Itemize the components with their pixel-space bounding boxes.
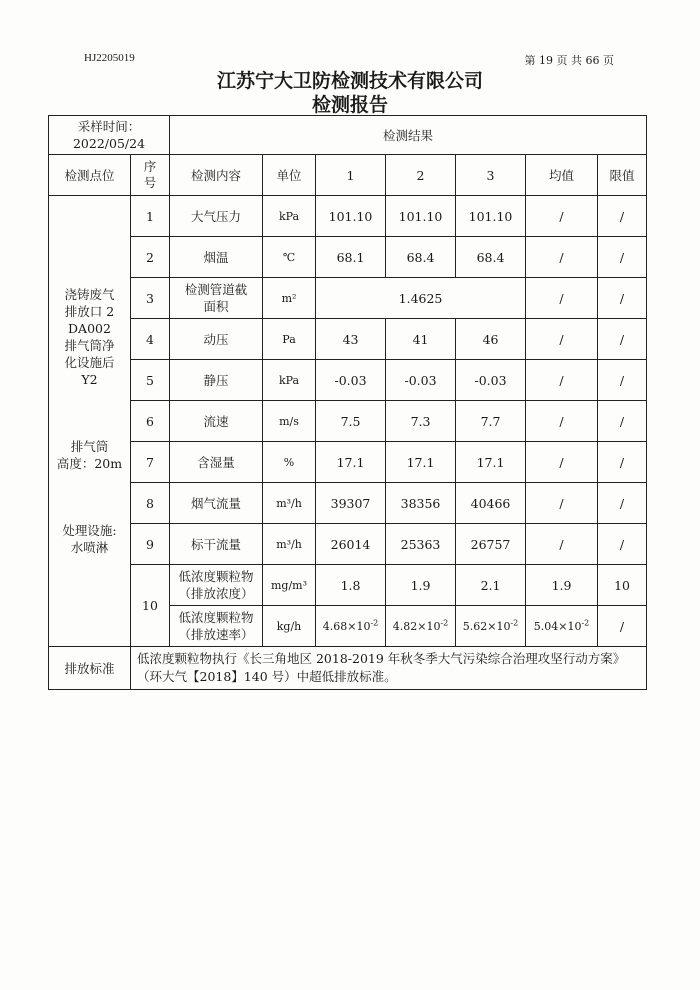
row-unit: m³/h	[263, 483, 316, 524]
row-v3: 7.7	[456, 401, 526, 442]
row-v2: -0.03	[386, 360, 456, 401]
row-avg: /	[526, 524, 598, 565]
row-limit: /	[598, 401, 647, 442]
row-limit: /	[598, 442, 647, 483]
row-avg: /	[526, 278, 598, 319]
row-item: 含湿量	[170, 442, 263, 483]
row-item: 流速	[170, 401, 263, 442]
row-unit: kPa	[263, 360, 316, 401]
row-v2: 68.4	[386, 237, 456, 278]
row-limit: /	[598, 360, 647, 401]
col-1: 1	[316, 155, 386, 196]
row-no: 6	[131, 401, 170, 442]
row-limit: /	[598, 196, 647, 237]
row-unit: %	[263, 442, 316, 483]
result-header: 检测结果	[170, 116, 647, 155]
row-v2: $4.82\times 10^{-2}$	[386, 606, 456, 647]
row-v1: 7.5	[316, 401, 386, 442]
row-unit: m/s	[263, 401, 316, 442]
row-v3: 40466	[456, 483, 526, 524]
row-unit: kPa	[263, 196, 316, 237]
row-limit: /	[598, 278, 647, 319]
row-item: 动压	[170, 319, 263, 360]
row-v1: 1.8	[316, 565, 386, 606]
row-no: 8	[131, 483, 170, 524]
sampling-point-cell: 浇铸废气 排放口 2 DA002 排气筒净 化设施后 Y2 排气筒 高度：20m 处理设施: 水喷淋	[49, 196, 131, 647]
standard-text: 低浓度颗粒物执行《长三角地区 2018-2019 年秋冬季大气污染综合治理攻坚行动方案》（环大气【2018】140 号）中超低排放标准。	[131, 647, 647, 690]
sample-time-label: 采样时间：	[77, 119, 141, 134]
row-item: 烟温	[170, 237, 263, 278]
row-item: 检测管道截面积	[170, 278, 263, 319]
row-v2: 7.3	[386, 401, 456, 442]
standard-label: 排放标准	[49, 647, 131, 690]
col-no: 序号	[131, 155, 170, 196]
row-v3: 68.4	[456, 237, 526, 278]
report-title: 检测报告	[311, 94, 388, 116]
results-table	[48, 115, 647, 690]
row-no: 5	[131, 360, 170, 401]
row-limit: /	[598, 237, 647, 278]
row-v1: -0.03	[316, 360, 386, 401]
row-unit: mg/m³	[263, 565, 316, 606]
page-number: 第 19 页 共 66 页	[524, 54, 614, 67]
row-avg: /	[526, 196, 598, 237]
row-unit: Pa	[263, 319, 316, 360]
row-v2: 25363	[386, 524, 456, 565]
row-limit: /	[598, 524, 647, 565]
col-limit: 限值	[598, 155, 647, 196]
row-unit: ℃	[263, 237, 316, 278]
sample-time-cell	[49, 116, 170, 155]
row-no: 7	[131, 442, 170, 483]
row-no: 10	[131, 565, 170, 647]
row-limit: /	[598, 483, 647, 524]
row-avg: /	[526, 442, 598, 483]
col-item: 检测内容	[170, 155, 263, 196]
col-3: 3	[456, 155, 526, 196]
row-unit: m²	[263, 278, 316, 319]
company-name: 江苏宁大卫防检测技术有限公司	[216, 70, 483, 92]
row-v1: $4.68\times 10^{-2}$	[316, 606, 386, 647]
row-item: 标干流量	[170, 524, 263, 565]
row-v3: 2.1	[456, 565, 526, 606]
row-limit: 10	[598, 565, 647, 606]
row-v2: 101.10	[386, 196, 456, 237]
col-unit: 单位	[263, 155, 316, 196]
row-v3: 26757	[456, 524, 526, 565]
row-avg: /	[526, 401, 598, 442]
col-avg: 均值	[526, 155, 598, 196]
row-avg: 1.9	[526, 565, 598, 606]
row-unit: kg/h	[263, 606, 316, 647]
row-v1: 17.1	[316, 442, 386, 483]
row-item: 大气压力	[170, 196, 263, 237]
row-no: 1	[131, 196, 170, 237]
row-item: 烟气流量	[170, 483, 263, 524]
row-limit: /	[598, 319, 647, 360]
row-v3: 17.1	[456, 442, 526, 483]
row-v3: 46	[456, 319, 526, 360]
row-limit: /	[598, 606, 647, 647]
row-v1: 39307	[316, 483, 386, 524]
row-v2: 1.9	[386, 565, 456, 606]
row-item: 静压	[170, 360, 263, 401]
row-v3: $5.62\times 10^{-2}$	[456, 606, 526, 647]
col-2: 2	[386, 155, 456, 196]
row-v1: 43	[316, 319, 386, 360]
row-no: 9	[131, 524, 170, 565]
row-avg: /	[526, 319, 598, 360]
row-v2: 38356	[386, 483, 456, 524]
row-avg: /	[526, 483, 598, 524]
row-item: 低浓度颗粒物 （排放速率）	[170, 606, 263, 647]
row-item: 低浓度颗粒物 （排放浓度）	[170, 565, 263, 606]
row-avg: /	[526, 360, 598, 401]
row-no: 4	[131, 319, 170, 360]
row-v2: 17.1	[386, 442, 456, 483]
col-point: 检测点位	[49, 155, 131, 196]
row-v3: 101.10	[456, 196, 526, 237]
row-v2: 41	[386, 319, 456, 360]
row-merged-value: 1.4625	[316, 278, 526, 319]
sample-date: 2022/05/24	[72, 136, 146, 151]
row-v1: 26014	[316, 524, 386, 565]
row-avg: $5.04\times 10^{-2}$	[526, 606, 598, 647]
row-no: 3	[131, 278, 170, 319]
row-v1: 101.10	[316, 196, 386, 237]
row-unit: m³/h	[263, 524, 316, 565]
row-avg: /	[526, 237, 598, 278]
row-no: 2	[131, 237, 170, 278]
row-v1: 68.1	[316, 237, 386, 278]
report-id: HJ2205019	[84, 52, 135, 64]
row-v3: -0.03	[456, 360, 526, 401]
